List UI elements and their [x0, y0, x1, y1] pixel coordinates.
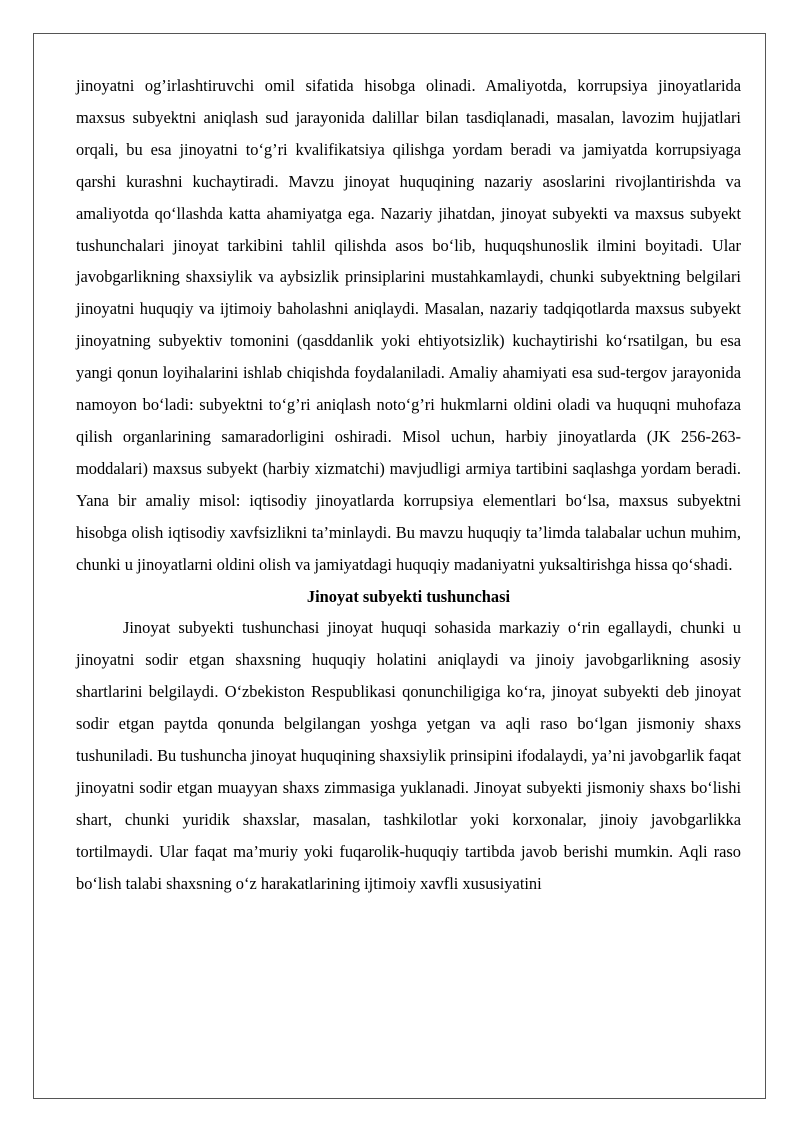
document-body	[76, 70, 741, 900]
paragraph-continuation: jinoyatni og’irlashtiruvchi omil sifatida hisobga olinadi. Amaliyotda, korrupsiya jinoyatlarida maxsus subyektni aniqlash sud jarayonida dalillar bilan tasdiqlanadi, masalan, lavozim hujjatlari orqali, bu esa jinoyatni to‘g’ri kvalifikatsiya qilishga yordam beradi va jamiyatda korrupsiyaga qarshi kurashni kuchaytiradi. Mavzu jinoyat huquqining nazariy asoslarini rivojlantirishda va amaliyotda qo‘llashda katta ahamiyatga ega. Nazariy jihatdan, jinoyat subyekti va maxsus subyekt tushunchalari jinoyat tarkibini tahlil qilishda asos bo‘lib, huquqshunoslik ilmini boyitadi. Ular javobgarlikning shaxsiylik va aybsizlik prinsiplarini mustahkamlaydi, chunki subyektning belgilari jinoyatni huquqiy va ijtimoiy baholashni aniqlaydi. Masalan, nazariy tadqiqotlarda maxsus subyekt jinoyatning subyektiv tomonini (qasddanlik yoki ehtiyotsizlik) kuchaytirishi ko‘rsatilgan, bu esa yangi qonun loyihalarini ishlab chiqishda foydalaniladi. Amaliy ahamiyati esa sud-tergov jarayonida namoyon bo‘ladi: subyektni to‘g’ri aniqlash noto‘g’ri hukmlarni oldini oladi va huquqni muhofaza qilish organlarining samaradorligini oshiradi. Misol uchun, harbiy jinoyatlarda (JK 256-263-moddalari) maxsus subyekt (harbiy xizmatchi) mavjudligi armiya tartibini saqlashga yordam beradi. Yana bir amaliy misol: iqtisodiy jinoyatlarda korrupsiya elementlari bo‘lsa, maxsus subyektni hisobga olish iqtisodiy xavfsizlikni ta’minlaydi. Bu mavzu huquqiy ta’limda talabalar uchun muhim, chunki u jinoyatlarni oldini olish va jamiyatdagi huquqiy madaniyatni yuksaltirishga hissa qo‘shadi.	[76, 76, 741, 574]
section-heading: Jinoyat subyekti tushunchasi	[306, 586, 511, 606]
paragraph-section: Jinoyat subyekti tushunchasi jinoyat huquqi sohasida markaziy o‘rin egallaydi, chunki u jinoyatni sodir etgan shaxsning huquqiy holatini aniqlaydi va jinoiy javobgarlikning asosiy shartlarini belgilaydi. O‘zbekiston Respublikasi qonunchiligiga ko‘ra, jinoyat subyekti deb jinoyat sodir etgan paytda qonunda belgilangan yoshga yetgan va aqli raso bo‘lgan jismoniy shaxs tushuniladi. Bu tushuncha jinoyat huquqining shaxsiylik prinsipini ifodalaydi, ya’ni javobgarlik faqat jinoyatni sodir etgan muayyan shaxs zimmasiga yuklanadi. Jinoyat subyekti jismoniy shaxs bo‘lishi shart, chunki yuridik shaxslar, masalan, tashkilotlar yoki korxonalar, jinoiy javobgarlikka tortilmaydi. Ular faqat ma’muriy yoki fuqarolik-huquqiy tartibda javob berishi mumkin. Aqli raso bo‘lish talabi shaxsning o‘z harakatlarining ijtimoiy xavfli xususiyatini	[76, 618, 741, 893]
